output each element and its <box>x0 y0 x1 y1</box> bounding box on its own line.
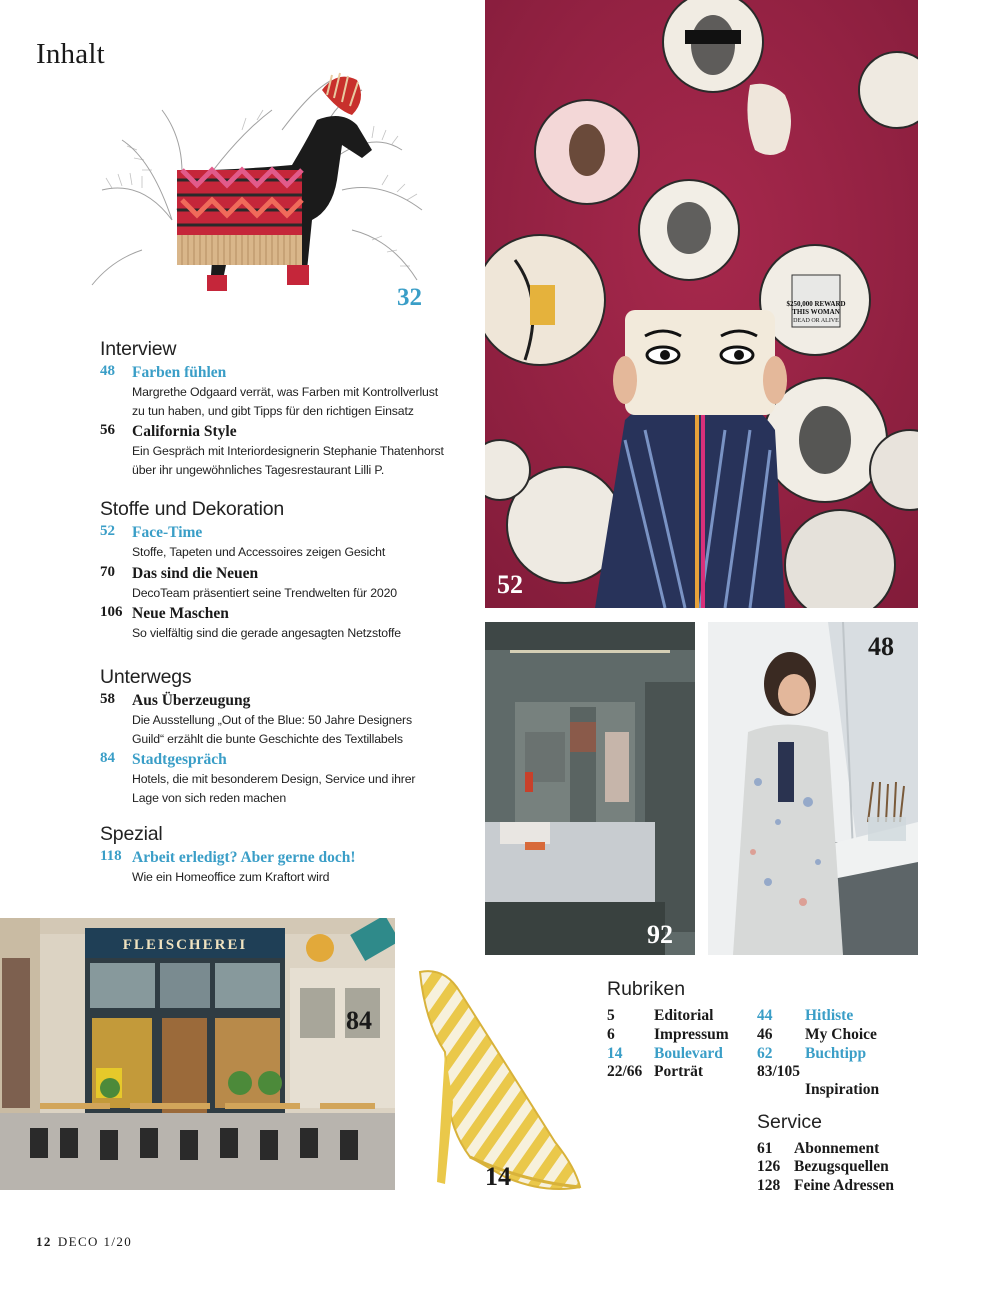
entry-description: Hotels, die mit besonderem Design, Service und ihrer <box>132 772 416 786</box>
rubrik-label[interactable]: Inspiration <box>805 1081 880 1098</box>
section-heading: Interview <box>100 338 177 360</box>
rubrik-page-number: 22/66 <box>607 1063 643 1080</box>
entry-title: Farben fühlen <box>132 364 227 381</box>
toc-section-spezial <box>100 823 475 887</box>
photo-page-number: 14 <box>485 1162 511 1191</box>
rubrik-label: Hitliste <box>805 1007 854 1024</box>
footer-magazine: DECO 1/20 <box>57 1234 133 1249</box>
toc-entry[interactable] <box>100 848 475 887</box>
entry-title: Neue Maschen <box>132 605 229 622</box>
rubrik-page-number: 44 <box>757 1007 773 1024</box>
service-item[interactable] <box>757 1139 879 1158</box>
photo-page-number: 92 <box>647 920 673 949</box>
photo-page-number: 52 <box>497 570 523 599</box>
rubrik-item[interactable] <box>607 1062 703 1081</box>
entry-description: So vielfältig sind die gerade angesagten Netzstoffe <box>132 626 401 640</box>
rubrik-page-number: 14 <box>607 1045 623 1062</box>
rubrik-label: Editorial <box>654 1007 714 1024</box>
toc-section-unterwegs <box>100 666 475 807</box>
rubrik-page-number: 6 <box>607 1026 615 1043</box>
section-heading: Spezial <box>100 823 163 845</box>
footer-page-number: 12 <box>36 1234 52 1249</box>
entry-page-number: 70 <box>100 563 115 580</box>
rubrik-item[interactable] <box>757 1062 800 1081</box>
entry-description: DecoTeam präsentiert seine Trendwelten für 2020 <box>132 585 398 600</box>
toc-entry[interactable] <box>100 422 475 479</box>
entry-title: Face-Time <box>132 524 203 541</box>
rubrik-label: Porträt <box>654 1063 704 1080</box>
entry-title: California Style <box>132 423 237 440</box>
rubrik-item[interactable] <box>757 1006 853 1025</box>
entry-description: Wie ein Homeoffice zum Kraftort wird <box>132 870 330 884</box>
painter-photo[interactable] <box>708 622 918 955</box>
page-title: Inhalt <box>36 38 105 70</box>
entry-description: Die Ausstellung „Out of the Blue: 50 Jahre Designers <box>132 713 412 727</box>
entry-page-number: 106 <box>100 604 123 620</box>
rubriken-heading: Rubriken <box>607 978 686 1000</box>
bedroom-photo[interactable] <box>485 622 695 955</box>
shop-front-photo[interactable] <box>0 918 395 1190</box>
service-label: Feine Adressen <box>794 1177 895 1194</box>
rubrik-item[interactable] <box>607 1044 723 1063</box>
entry-page-number: 52 <box>100 523 115 539</box>
shop-sign: FLEISCHEREI <box>122 937 248 953</box>
rubrik-item[interactable] <box>757 1044 866 1063</box>
rubrik-label: Boulevard <box>654 1045 723 1062</box>
entry-page-number: 56 <box>100 422 115 438</box>
entry-page-number: 84 <box>100 750 115 766</box>
rubrik-item[interactable] <box>607 1025 729 1044</box>
service-page-number: 61 <box>757 1140 773 1157</box>
entry-description: Stoffe, Tapeten und Accessoires zeigen Gesicht <box>132 545 386 559</box>
rubrik-item[interactable] <box>757 1025 877 1044</box>
photo-page-number: 48 <box>868 632 894 661</box>
entry-description: zu tun haben, und gibt Tipps für den richtigen Einsatz <box>132 403 414 418</box>
rubrik-page-number: 83/105 <box>757 1063 801 1080</box>
entry-title: Aus Überzeugung <box>132 692 251 709</box>
entry-page-number: 48 <box>100 363 115 379</box>
horse-illustration <box>82 70 447 315</box>
photo-page-number: 84 <box>346 1006 372 1035</box>
service-item[interactable] <box>757 1157 889 1176</box>
rubrik-item[interactable] <box>607 1006 713 1025</box>
rubrik-page-number: 46 <box>757 1026 773 1043</box>
shoe-photo[interactable] <box>415 962 590 1202</box>
toc-entry[interactable] <box>100 691 475 748</box>
poster-text: DEAD OR ALIVE <box>793 318 839 324</box>
entry-description: Ein Gespräch mit Interiordesignerin Stephanie Thatenhorst <box>132 444 444 458</box>
rubrik-label: Buchtipp <box>805 1045 867 1062</box>
rubrik-page-number: 5 <box>607 1007 615 1024</box>
toc-entry[interactable] <box>100 523 475 562</box>
service-label: Bezugsquellen <box>794 1158 889 1175</box>
horse-page-number: 32 <box>397 284 422 311</box>
entry-page-number: 118 <box>100 848 122 864</box>
service-page-number: 126 <box>757 1158 781 1175</box>
section-heading: Stoffe und Dekoration <box>100 498 285 520</box>
toc-entry[interactable] <box>100 564 475 603</box>
service-label: Abonnement <box>794 1140 880 1157</box>
page-footer <box>36 1234 132 1250</box>
rubrik-label: My Choice <box>805 1026 877 1043</box>
toc-entry[interactable] <box>100 604 475 643</box>
entry-description: Margrethe Odgaard verrät, was Farben mit Kontrollverlust <box>132 385 438 399</box>
service-item[interactable] <box>757 1176 894 1195</box>
toc-section-interview <box>100 338 475 479</box>
entry-title: Stadtgespräch <box>132 751 227 768</box>
toc-section-stoffe <box>100 498 475 643</box>
entry-title: Das sind die Neuen <box>132 564 259 582</box>
toc-entry[interactable] <box>100 750 475 807</box>
entry-description: Guild“ erzählt die bunte Geschichte des Textillabels <box>132 731 403 746</box>
toc-entry[interactable] <box>100 363 475 420</box>
service-page-number: 128 <box>757 1177 781 1194</box>
entry-description: über ihr ungewöhnliches Tagesrestaurant Lilli P. <box>132 462 385 477</box>
entry-page-number: 58 <box>100 691 115 707</box>
rubrik-page-number: 62 <box>757 1045 773 1062</box>
entry-description: Lage von sich reden machen <box>132 790 287 805</box>
entry-title: Arbeit erledigt? Aber gerne doch! <box>132 849 356 866</box>
section-heading: Unterwegs <box>100 666 192 688</box>
poster-text: THIS WOMAN <box>792 308 840 316</box>
rubrik-label: Impressum <box>654 1026 729 1043</box>
poster-text: $250,000 REWARD <box>786 300 846 308</box>
plates-wall-photo[interactable] <box>485 0 918 608</box>
service-heading: Service <box>757 1111 823 1133</box>
